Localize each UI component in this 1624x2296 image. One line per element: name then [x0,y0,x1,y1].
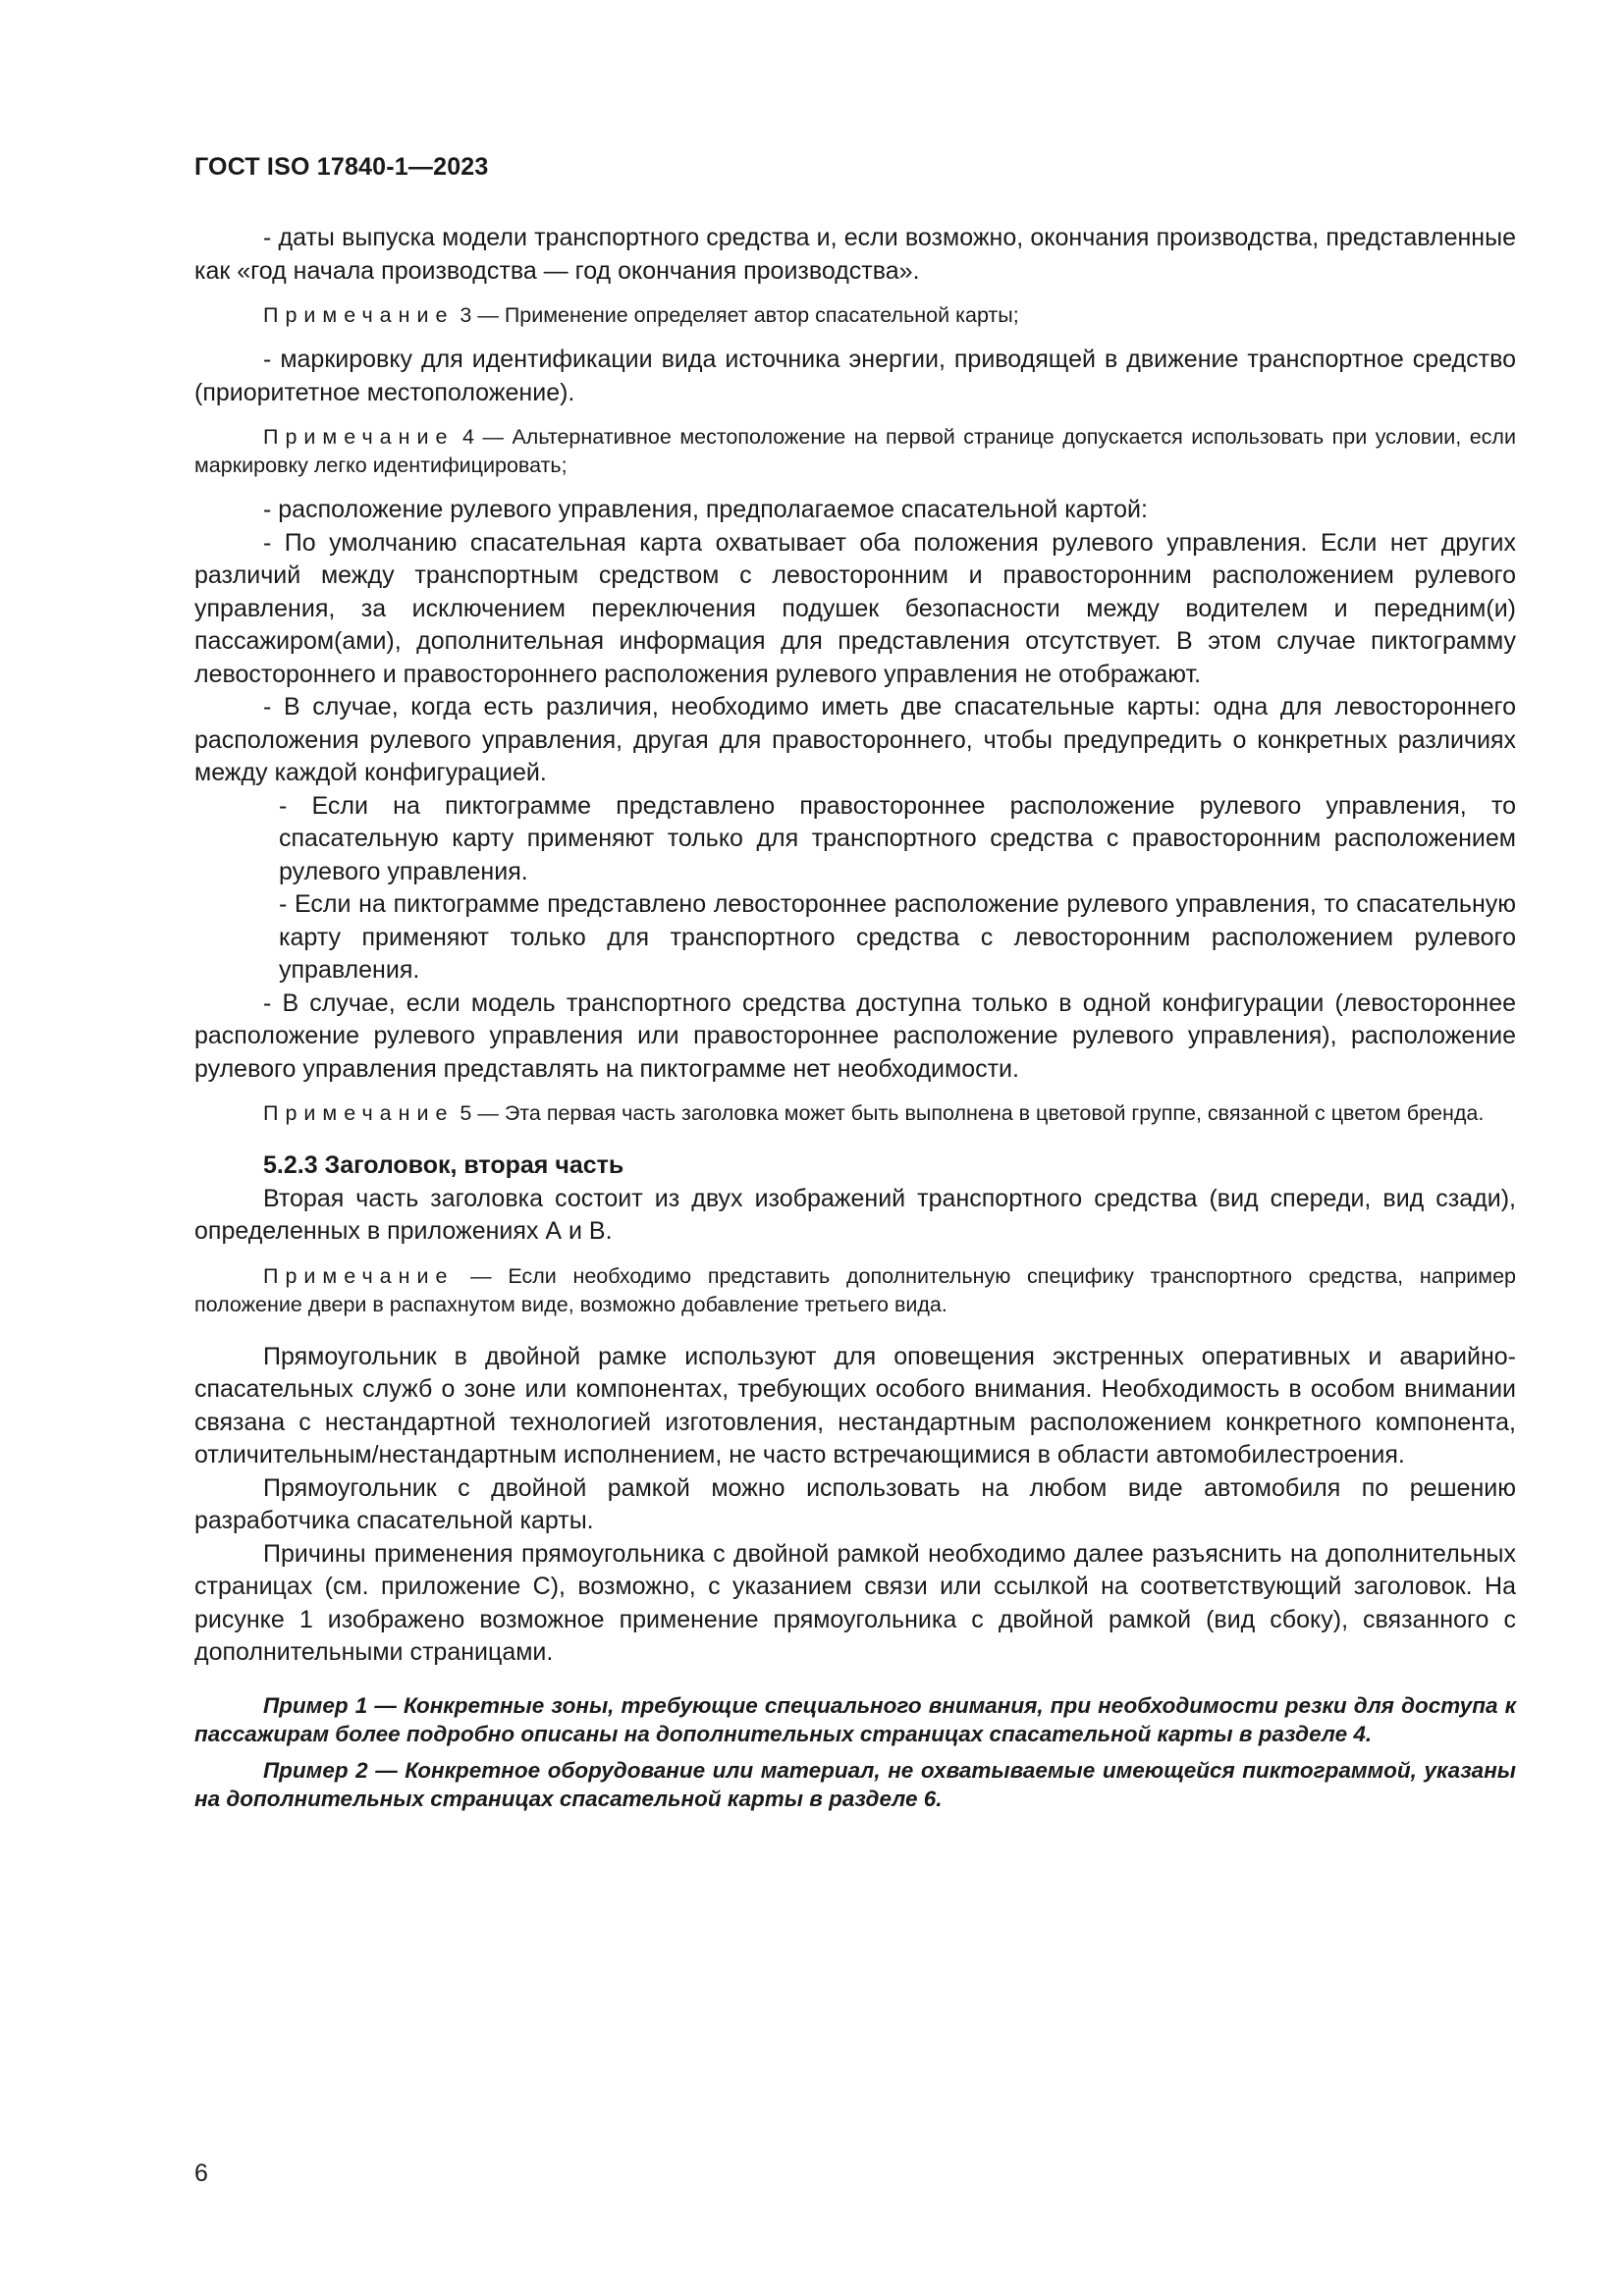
note [194,1262,1516,1319]
section-heading: 5.2.3 Заголовок, вторая часть [263,1151,624,1179]
note-text: 3 — Применение определяет автор спасательной карты; [454,303,1019,327]
note-4 [194,423,1516,480]
note-label: Примечание [263,1101,455,1125]
note-label: Примечание [263,1263,455,1288]
paragraph: - По умолчанию спасательная карта охватывает оба положения рулевого управления. Если нет других различий между транспортным средством с левосторонним и правосторонним расположением рулевого управления, за исключением переключения подушек безопасности между водителем и передним(и) пассажиром(ами), дополнительная информация для представления отсутствует. В этом случае пиктограмму левостороннего и правостороннего расположения рулевого управления не отображают. [194,528,1516,688]
note-5 [194,1099,1516,1128]
note-3 [194,301,1516,330]
note-text: 4 — Альтернативное местоположение на первой странице допускается использовать при условии, если маркировку легко идентифицировать; [194,425,1516,477]
document-header: ГОСТ ISO 17840-1—2023 [194,153,489,181]
page-content [194,222,1516,1813]
paragraph: - маркировку для идентификации вида источника энергии, приводящей в движение транспортное средство (приоритетное местоположение). [194,346,1516,406]
paragraph: Прямоугольник в двойной рамке используют для оповещения экстренных оперативных и аварийно-спасательных служб о зоне или компонентах, требующих особого внимания. Необходимость в особом внимании связана с нестандартной технологией изготовления, нестандартным расположением конкретного компонента, отличительным/нестандартным исполнением, не часто встречающимися в области автомобилестроения. [194,1342,1516,1468]
note-label: Примечание [263,425,455,449]
sub-paragraph: - Если на пиктограмме представлено левостороннее расположение рулевого управления, то спасательную карту применяют только для транспортного средства с левосторонним расположением рулевого управления. [279,890,1516,984]
example-2: Пример 2 — Конкретное оборудование или материал, не охватываемые имеющейся пиктограммой, указаны на дополнительных страницах спасательной карты в разделе 6. [194,1757,1516,1811]
paragraph: Вторая часть заголовка состоит из двух изображений транспортного средства (вид спереди, вид сзади), определенных в приложениях А и В. [194,1184,1516,1245]
page-number: 6 [194,2160,208,2187]
paragraph: - даты выпуска модели транспортного средства и, если возможно, окончания производства, представленные как «год начала производства — год окончания производства». [194,224,1516,285]
note-text: — Если необходимо представить дополнительную специфику транспортного средства, например положение двери в распахнутом виде, возможно добавление третьего вида. [194,1263,1516,1316]
paragraph: - В случае, если модель транспортного средства доступна только в одной конфигурации (левостороннее расположение рулевого управления или правостороннее расположение рулевого управления), расположение рулевого управления представлять на пиктограмме нет необходимости. [194,988,1516,1083]
paragraph: - расположение рулевого управления, предполагаемое спасательной картой: [263,496,1148,523]
paragraph: - В случае, когда есть различия, необходимо иметь две спасательные карты: одна для левостороннего расположения рулевого управления, другая для правостороннего, чтобы предупредить о конкретных различиях между каждой конфигурацией. [194,693,1516,786]
example-1: Пример 1 — Конкретные зоны, требующие специального внимания, при необходимости резки для доступа к пассажирам более подробно описаны на дополнительных страницах спасательной карты в разделе 4. [194,1692,1516,1746]
paragraph: Причины применения прямоугольника с двойной рамкой необходимо далее разъяснить на дополнительных страницах (см. приложение С), возможно, с указанием связи или ссылкой на соответствующий заголовок. На рисунке 1 изображено возможное применение прямоугольника с двойной рамкой (вид сбоку), связанного с дополнительными страницами. [194,1539,1516,1666]
paragraph: Прямоугольник с двойной рамкой можно использовать на любом виде автомобиля по решению разработчика спасательной карты. [194,1473,1516,1534]
sub-paragraph: - Если на пиктограмме представлено правостороннее расположение рулевого управления, то спасательную карту применяют только для транспортного средства с правосторонним расположением рулевого управления. [279,791,1516,885]
note-text: 5 — Эта первая часть заголовка может быть выполнена в цветовой группе, связанной с цветом бренда. [454,1101,1485,1125]
note-label: Примечание [263,303,455,327]
